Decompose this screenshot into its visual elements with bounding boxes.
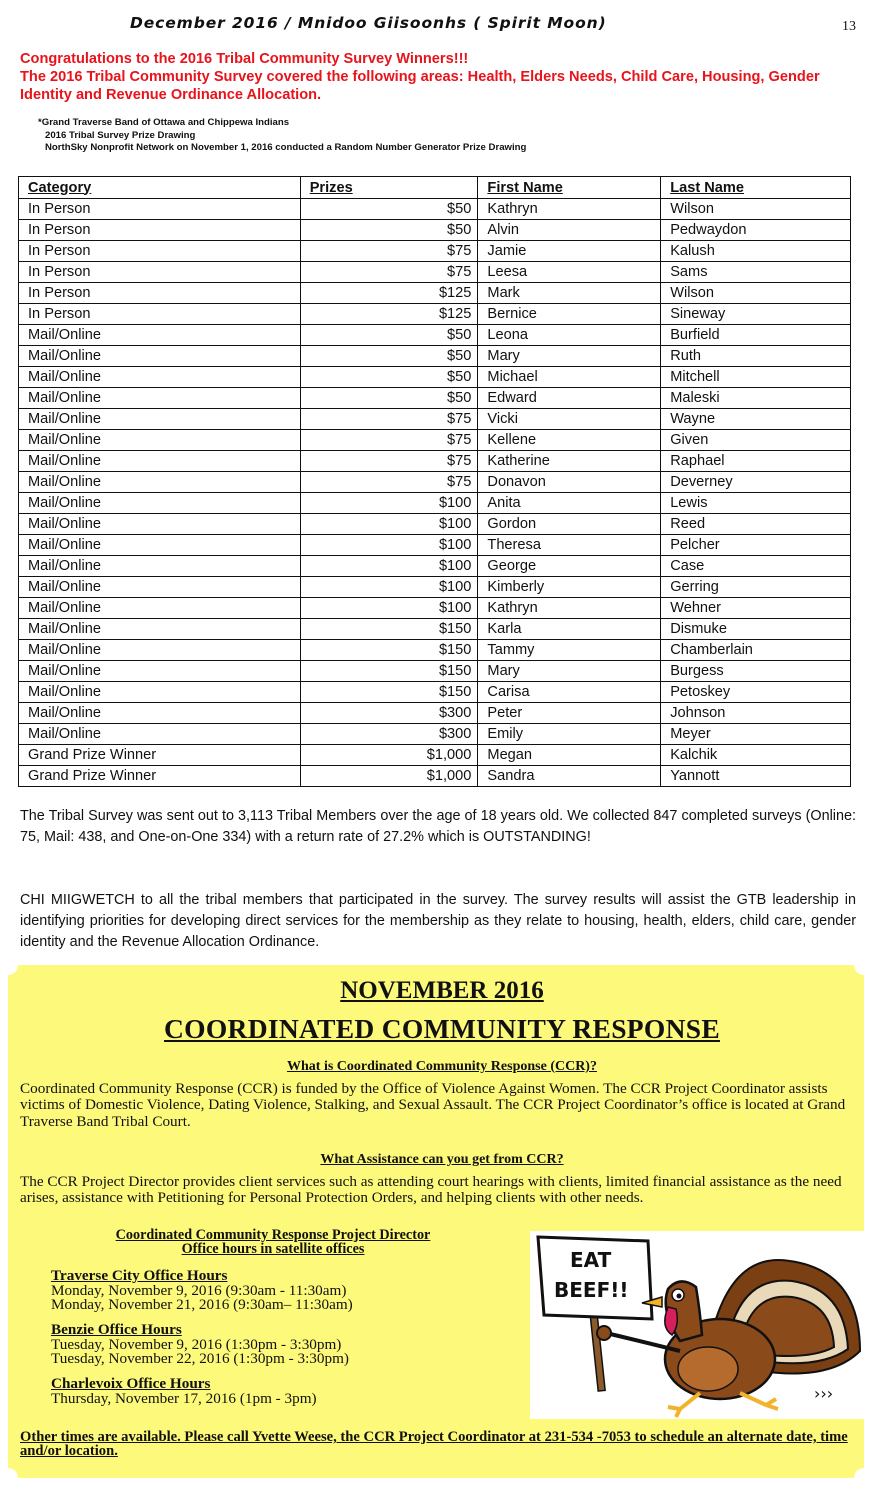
cell-first-name: Emily	[478, 724, 661, 745]
cell-category: Mail/Online	[19, 325, 301, 346]
cell-first-name: Karla	[478, 619, 661, 640]
cell-first-name: Bernice	[478, 304, 661, 325]
table-row	[19, 430, 851, 451]
contact-note: Other times are available. Please call Yvette Weese, the CCR Project Coordinator at 231-534 -7053 to schedule an alternate date, time and/or location.	[20, 1429, 848, 1459]
director-heading-line: Coordinated Community Response Project Director	[115, 1227, 431, 1243]
cell-prize: $75	[300, 451, 478, 472]
survey-stats-paragraph: The Tribal Survey was sent out to 3,113 Tribal Members over the age of 18 years old. We collected 847 completed surveys (Online: 75, Mail: 438, and One-on-One 334) with a return rate of 27.2% which is OUTSTANDING!	[20, 808, 856, 845]
cell-category: In Person	[19, 241, 301, 262]
cell-last-name: Yannott	[661, 766, 851, 787]
cell-prize: $75	[300, 262, 478, 283]
cell-category: Mail/Online	[19, 619, 301, 640]
office-charlevoix	[51, 1377, 531, 1406]
cell-prize: $1,000	[300, 745, 478, 766]
cell-last-name: Ruth	[661, 346, 851, 367]
table-row	[19, 367, 851, 388]
cell-prize: $150	[300, 682, 478, 703]
office-traverse-city	[51, 1269, 531, 1313]
col-header-prizes: Prizes	[300, 177, 478, 199]
turkey-illustration	[530, 1231, 868, 1419]
cell-last-name: Pedwaydon	[661, 220, 851, 241]
cell-first-name: Anita	[478, 493, 661, 514]
office-time: Tuesday, November 9, 2016 (1:30pm - 3:30pm)	[51, 1335, 342, 1353]
cell-prize: $75	[300, 409, 478, 430]
cell-category: Mail/Online	[19, 640, 301, 661]
table-row	[19, 346, 851, 367]
cell-last-name: Wilson	[661, 283, 851, 304]
office-name: Traverse City Office Hours	[51, 1267, 228, 1284]
table-row	[19, 325, 851, 346]
cell-category: Mail/Online	[19, 388, 301, 409]
cell-first-name: Peter	[478, 703, 661, 724]
cell-last-name: Kalush	[661, 241, 851, 262]
cell-category: In Person	[19, 262, 301, 283]
cell-last-name: Deverney	[661, 472, 851, 493]
cell-first-name: Kathryn	[478, 199, 661, 220]
cell-category: In Person	[19, 220, 301, 241]
cell-first-name: Michael	[478, 367, 661, 388]
notes-line: 2016 Tribal Survey Prize Drawing	[45, 129, 196, 141]
cell-first-name: Tammy	[478, 640, 661, 661]
office-time: Thursday, November 17, 2016 (1pm - 3pm)	[51, 1389, 317, 1407]
cell-last-name: Chamberlain	[661, 640, 851, 661]
congrats-line: Congratulations to the 2016 Tribal Community Survey Winners!!!	[20, 51, 469, 67]
cell-category: Mail/Online	[19, 514, 301, 535]
cell-last-name: Mitchell	[661, 367, 851, 388]
cell-category: Mail/Online	[19, 661, 301, 682]
cell-category: Mail/Online	[19, 430, 301, 451]
cell-last-name: Sams	[661, 262, 851, 283]
table-row	[19, 409, 851, 430]
cell-first-name: Leesa	[478, 262, 661, 283]
winners-table	[18, 176, 851, 787]
cell-category: Mail/Online	[19, 577, 301, 598]
box-corner	[0, 955, 18, 975]
cell-first-name: Megan	[478, 745, 661, 766]
cell-first-name: Leona	[478, 325, 661, 346]
cell-category: In Person	[19, 283, 301, 304]
congrats-heading	[20, 50, 870, 105]
table-row	[19, 283, 851, 304]
turkey-drawing	[530, 1231, 868, 1419]
cell-prize: $50	[300, 367, 478, 388]
cell-first-name: Alvin	[478, 220, 661, 241]
cell-last-name: Wayne	[661, 409, 851, 430]
table-row	[19, 661, 851, 682]
cell-first-name: Kathryn	[478, 598, 661, 619]
cell-category: In Person	[19, 199, 301, 220]
cell-prize: $50	[300, 346, 478, 367]
office-time: Monday, November 21, 2016 (9:30am– 11:30am)	[51, 1296, 353, 1313]
cell-category: Mail/Online	[19, 535, 301, 556]
cell-first-name: Theresa	[478, 535, 661, 556]
drawing-notes	[38, 117, 858, 155]
cell-prize: $100	[300, 535, 478, 556]
cell-last-name: Burfield	[661, 325, 851, 346]
cell-first-name: Carisa	[478, 682, 661, 703]
cell-first-name: Katherine	[478, 451, 661, 472]
office-name: Charlevoix Office Hours	[51, 1375, 211, 1392]
thanks-paragraph: CHI MIIGWETCH to all the tribal members that participated in the survey. The survey results will assist the GTB leadership in identifying priorities for developing direct services for the membership as they relate to housing, health, elders, child care, gender identity and the Revenue Allocation Ordinance.	[20, 892, 856, 950]
table-header-row	[19, 177, 851, 199]
cell-prize: $50	[300, 325, 478, 346]
office-time: Tuesday, November 22, 2016 (1:30pm - 3:30pm)	[51, 1350, 349, 1367]
cell-first-name: Vicki	[478, 409, 661, 430]
cell-last-name: Kalchik	[661, 745, 851, 766]
table-row	[19, 472, 851, 493]
cell-last-name: Pelcher	[661, 535, 851, 556]
cell-last-name: Petoskey	[661, 682, 851, 703]
cell-category: Mail/Online	[19, 724, 301, 745]
table-row	[19, 619, 851, 640]
sign-text-beef: BEEF!!	[554, 1278, 629, 1302]
cell-prize: $150	[300, 619, 478, 640]
cell-first-name: Mary	[478, 346, 661, 367]
cell-last-name: Wehner	[661, 598, 851, 619]
cell-prize: $150	[300, 661, 478, 682]
cell-first-name: Kellene	[478, 430, 661, 451]
cell-first-name: Donavon	[478, 472, 661, 493]
ccr-title-heading: COORDINATED COMMUNITY RESPONSE	[164, 1013, 720, 1044]
cell-first-name: Jamie	[478, 241, 661, 262]
ccr-question-what: What is Coordinated Community Response (CCR)?	[287, 1059, 597, 1074]
office-time: Monday, November 9, 2016 (9:30am - 11:30am)	[51, 1281, 347, 1299]
cell-first-name: Mark	[478, 283, 661, 304]
table-row	[19, 640, 851, 661]
cell-prize: $300	[300, 703, 478, 724]
cell-prize: $100	[300, 598, 478, 619]
cell-prize: $100	[300, 556, 478, 577]
office-benzie	[51, 1323, 531, 1367]
cell-category: Mail/Online	[19, 493, 301, 514]
sign-text-eat: EAT	[570, 1248, 612, 1272]
cell-last-name: Burgess	[661, 661, 851, 682]
cell-first-name: Gordon	[478, 514, 661, 535]
cell-last-name: Case	[661, 556, 851, 577]
cell-last-name: Maleski	[661, 388, 851, 409]
cell-last-name: Gerring	[661, 577, 851, 598]
cell-category: Mail/Online	[19, 451, 301, 472]
table-row	[19, 703, 851, 724]
cell-last-name: Meyer	[661, 724, 851, 745]
table-row	[19, 724, 851, 745]
cell-category: Mail/Online	[19, 346, 301, 367]
cell-category: Mail/Online	[19, 598, 301, 619]
ccr-description: Coordinated Community Response (CCR) is funded by the Office of Violence Against Women. The CCR Project Coordinator assists victims of Domestic Violence, Dating Violence, Stalking, and Sexual Assault. The CCR Project Coordinator’s office is located at Grand Traverse Band Tribal Court.	[20, 1080, 846, 1130]
cell-last-name: Johnson	[661, 703, 851, 724]
table-row	[19, 262, 851, 283]
cell-category: Mail/Online	[19, 556, 301, 577]
table-row	[19, 199, 851, 220]
cell-prize: $75	[300, 241, 478, 262]
cell-prize: $50	[300, 388, 478, 409]
cell-first-name: Edward	[478, 388, 661, 409]
winners-table-body	[19, 199, 851, 787]
cell-prize: $300	[300, 724, 478, 745]
table-row	[19, 535, 851, 556]
table-row	[19, 766, 851, 787]
director-heading-line: Office hours in satellite offices	[181, 1240, 365, 1257]
svg-text:›››: ›››	[814, 1384, 834, 1403]
cell-prize: $100	[300, 514, 478, 535]
table-row	[19, 556, 851, 577]
cell-category: Grand Prize Winner	[19, 766, 301, 787]
table-row	[19, 304, 851, 325]
cell-prize: $100	[300, 493, 478, 514]
ccr-question-assistance: What Assistance can you get from CCR?	[320, 1152, 564, 1167]
page-header	[0, 14, 884, 38]
cell-last-name: Dismuke	[661, 619, 851, 640]
cell-category: Grand Prize Winner	[19, 745, 301, 766]
cell-last-name: Raphael	[661, 451, 851, 472]
notes-line: NorthSky Nonprofit Network on November 1, 2016 conducted a Random Number Generator Prize Drawing	[45, 142, 527, 154]
table-row	[19, 577, 851, 598]
cell-prize: $1,000	[300, 766, 478, 787]
office-name: Benzie Office Hours	[51, 1321, 182, 1338]
cell-prize: $100	[300, 577, 478, 598]
ccr-assistance-description: The CCR Project Director provides client services such as attending court hearings with clients, limited financial assistance as the need arises, assistance with Petitioning for Personal Protection Orders, and helping clients with other needs.	[20, 1173, 842, 1207]
table-row	[19, 598, 851, 619]
cell-prize: $125	[300, 283, 478, 304]
table-row	[19, 241, 851, 262]
cell-prize: $150	[300, 640, 478, 661]
box-corner	[0, 1468, 18, 1488]
newsletter-issue-title: December 2016 / Mnidoo Giisoonhs ( Spirit Moon)	[130, 14, 607, 32]
cell-prize: $75	[300, 430, 478, 451]
cell-last-name: Reed	[661, 514, 851, 535]
table-row	[19, 451, 851, 472]
cell-category: Mail/Online	[19, 409, 301, 430]
cell-first-name: Mary	[478, 661, 661, 682]
box-corner	[854, 955, 874, 975]
cell-first-name: Kimberly	[478, 577, 661, 598]
box-corner	[854, 1468, 874, 1488]
cell-last-name: Lewis	[661, 493, 851, 514]
col-header-category: Category	[19, 177, 301, 199]
cell-first-name: George	[478, 556, 661, 577]
cell-prize: $50	[300, 220, 478, 241]
cell-category: In Person	[19, 304, 301, 325]
table-row	[19, 682, 851, 703]
cell-category: Mail/Online	[19, 472, 301, 493]
cell-category: Mail/Online	[19, 367, 301, 388]
ccr-month-heading: NOVEMBER 2016	[340, 977, 544, 1004]
col-header-last-name: Last Name	[661, 177, 851, 199]
page-number: 13	[842, 19, 856, 34]
survey-areas-line: The 2016 Tribal Community Survey covered the following areas: Health, Elders Needs, Child Care, Housing, Gender Identity and Revenue Ordinance Allocation.	[20, 69, 820, 104]
table-row	[19, 220, 851, 241]
director-hours-heading	[36, 1229, 510, 1256]
cell-last-name: Sineway	[661, 304, 851, 325]
table-row	[19, 388, 851, 409]
col-header-first-name: First Name	[478, 177, 661, 199]
table-row	[19, 745, 851, 766]
cell-last-name: Wilson	[661, 199, 851, 220]
cell-category: Mail/Online	[19, 703, 301, 724]
cell-first-name: Sandra	[478, 766, 661, 787]
cell-prize: $75	[300, 472, 478, 493]
notes-line: *Grand Traverse Band of Ottawa and Chippewa Indians	[38, 117, 290, 128]
cell-prize: $50	[300, 199, 478, 220]
cell-category: Mail/Online	[19, 682, 301, 703]
table-row	[19, 493, 851, 514]
table-row	[19, 514, 851, 535]
cell-prize: $125	[300, 304, 478, 325]
cell-last-name: Given	[661, 430, 851, 451]
